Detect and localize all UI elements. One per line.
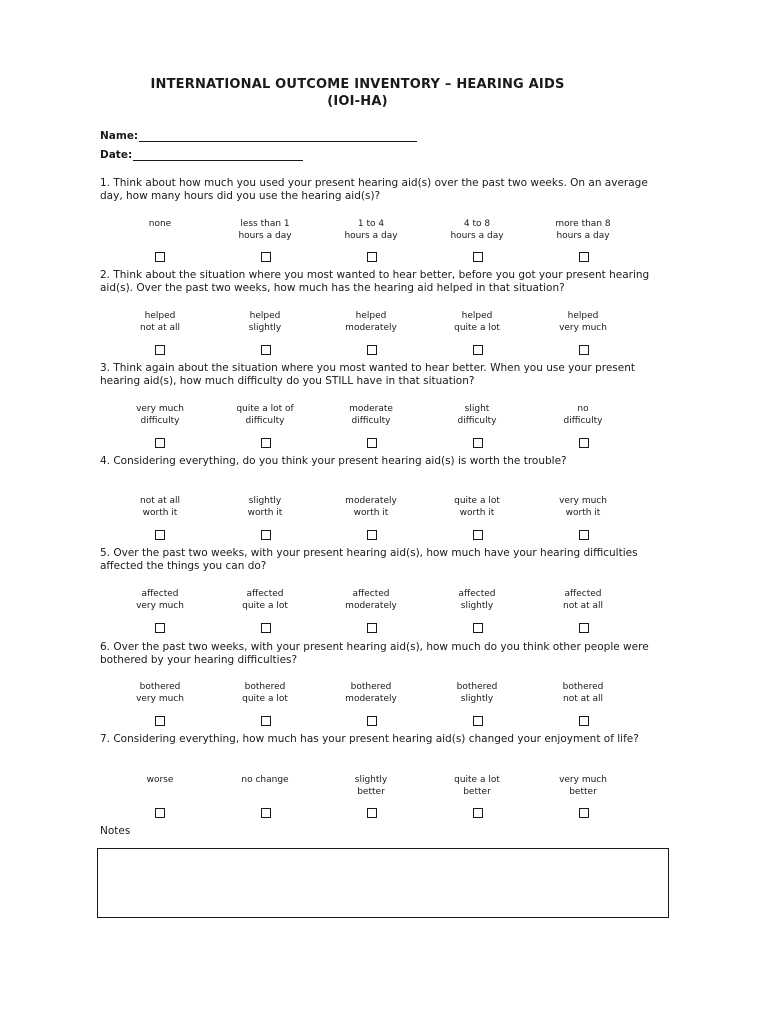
q5-option-1-label: affected very much [136,589,184,611]
q5-option-2-checkbox[interactable] [261,623,271,633]
q4-option-1-checkbox[interactable] [155,530,165,540]
q2-option-3-label: helped moderately [345,311,397,333]
name-field [100,128,417,142]
q1-option-3-checkbox[interactable] [367,252,377,262]
q7-option-2-label: no change [241,775,289,785]
q5-option-2-label: affected quite a lot [242,589,288,611]
form-subtitle: (IOI-HA) [327,94,388,109]
question-3-text: 3. Think again about the situation where you most wanted to hear better. When you use your present hearing aid(s), how much difficulty do you STILL have in that situation? [100,362,635,387]
q6-option-1-label: bothered very much [136,682,184,704]
q4-option-4-checkbox[interactable] [473,530,483,540]
q1-option-3-label: 1 to 4 hours a day [344,219,398,241]
q2-option-4-label: helped quite a lot [454,311,500,333]
q5-option-5-label: affected not at all [562,589,604,611]
q1-option-1-label: none [148,219,172,229]
q2-option-3-checkbox[interactable] [367,345,377,355]
q6-option-5-label: bothered not at all [562,682,604,704]
q1-option-5-label: more than 8 hours a day [555,219,611,241]
q6-option-5-checkbox[interactable] [579,716,589,726]
q2-option-2-label: helped slightly [248,311,282,333]
q5-option-4-checkbox[interactable] [473,623,483,633]
form-title: INTERNATIONAL OUTCOME INVENTORY – HEARING AIDS [150,77,565,92]
q7-option-5-label: very much better [559,775,607,797]
q6-option-2-checkbox[interactable] [261,716,271,726]
q7-option-2-checkbox[interactable] [261,808,271,818]
q7-option-5-checkbox[interactable] [579,808,589,818]
q5-option-3-label: affected moderately [345,589,397,611]
question-4-text: 4. Considering everything, do you think your present hearing aid(s) is worth the trouble? [100,455,567,467]
q4-option-5-label: very much worth it [559,496,607,518]
q6-option-1-checkbox[interactable] [155,716,165,726]
q3-option-4-checkbox[interactable] [473,438,483,448]
q3-option-3-label: moderate difficulty [349,404,393,426]
q4-option-4-label: quite a lot worth it [454,496,500,518]
q3-option-5-checkbox[interactable] [579,438,589,448]
q6-option-2-label: bothered quite a lot [242,682,288,704]
q7-option-3-label: slightly better [354,775,388,797]
q1-option-5-checkbox[interactable] [579,252,589,262]
question-7-text: 7. Considering everything, how much has your present hearing aid(s) changed your enjoyment of life? [100,733,639,745]
q6-option-4-checkbox[interactable] [473,716,483,726]
q4-option-3-label: moderately worth it [345,496,397,518]
q6-option-4-label: bothered slightly [456,682,498,704]
q1-option-2-checkbox[interactable] [261,252,271,262]
q1-option-4-checkbox[interactable] [473,252,483,262]
q3-option-5-label: no difficulty [563,404,603,426]
question-6-text: 6. Over the past two weeks, with your present hearing aid(s), how much do you think other people were bothered by your hearing difficulties? [100,641,649,666]
question-2-text: 2. Think about the situation where you most wanted to hear better, before you got your present hearing aid(s). Over the past two weeks, how much has the hearing aid helped in that situation? [100,269,650,294]
name-input-line[interactable] [139,130,417,142]
q2-option-4-checkbox[interactable] [473,345,483,355]
q1-option-2-label: less than 1 hours a day [238,219,292,241]
q4-option-2-checkbox[interactable] [261,530,271,540]
q6-option-3-checkbox[interactable] [367,716,377,726]
q2-option-1-checkbox[interactable] [155,345,165,355]
q3-option-3-checkbox[interactable] [367,438,377,448]
q4-option-1-label: not at all worth it [139,496,181,518]
q1-option-1-checkbox[interactable] [155,252,165,262]
q7-option-3-checkbox[interactable] [367,808,377,818]
q7-option-1-label: worse [146,775,174,785]
q7-option-1-checkbox[interactable] [155,808,165,818]
q3-option-1-checkbox[interactable] [155,438,165,448]
q3-option-2-label: quite a lot of difficulty [236,404,294,426]
q5-option-3-checkbox[interactable] [367,623,377,633]
question-1-text: 1. Think about how much you used your present hearing aid(s) over the past two weeks. On an average day, how many hours did you use the hearing aid(s)? [100,177,648,202]
q6-option-3-label: bothered moderately [345,682,397,704]
q3-option-4-label: slight difficulty [457,404,497,426]
q7-option-4-checkbox[interactable] [473,808,483,818]
date-label: Date: [100,149,133,161]
question-5-text: 5. Over the past two weeks, with your present hearing aid(s), how much have your hearing difficulties affected the things you can do? [100,547,638,572]
q5-option-1-checkbox[interactable] [155,623,165,633]
q3-option-1-label: very much difficulty [136,404,184,426]
q5-option-5-checkbox[interactable] [579,623,589,633]
date-input-line[interactable] [133,149,303,161]
notes-textbox[interactable] [97,848,669,918]
q2-option-1-label: helped not at all [139,311,181,333]
q4-option-3-checkbox[interactable] [367,530,377,540]
q2-option-5-label: helped very much [559,311,607,333]
q3-option-2-checkbox[interactable] [261,438,271,448]
q1-option-4-label: 4 to 8 hours a day [450,219,504,241]
q4-option-2-label: slightly worth it [247,496,283,518]
q2-option-5-checkbox[interactable] [579,345,589,355]
q2-option-2-checkbox[interactable] [261,345,271,355]
q5-option-4-label: affected slightly [458,589,496,611]
name-label: Name: [100,130,139,142]
date-field [100,147,303,161]
q7-option-4-label: quite a lot better [454,775,500,797]
notes-label: Notes [100,825,131,837]
q4-option-5-checkbox[interactable] [579,530,589,540]
